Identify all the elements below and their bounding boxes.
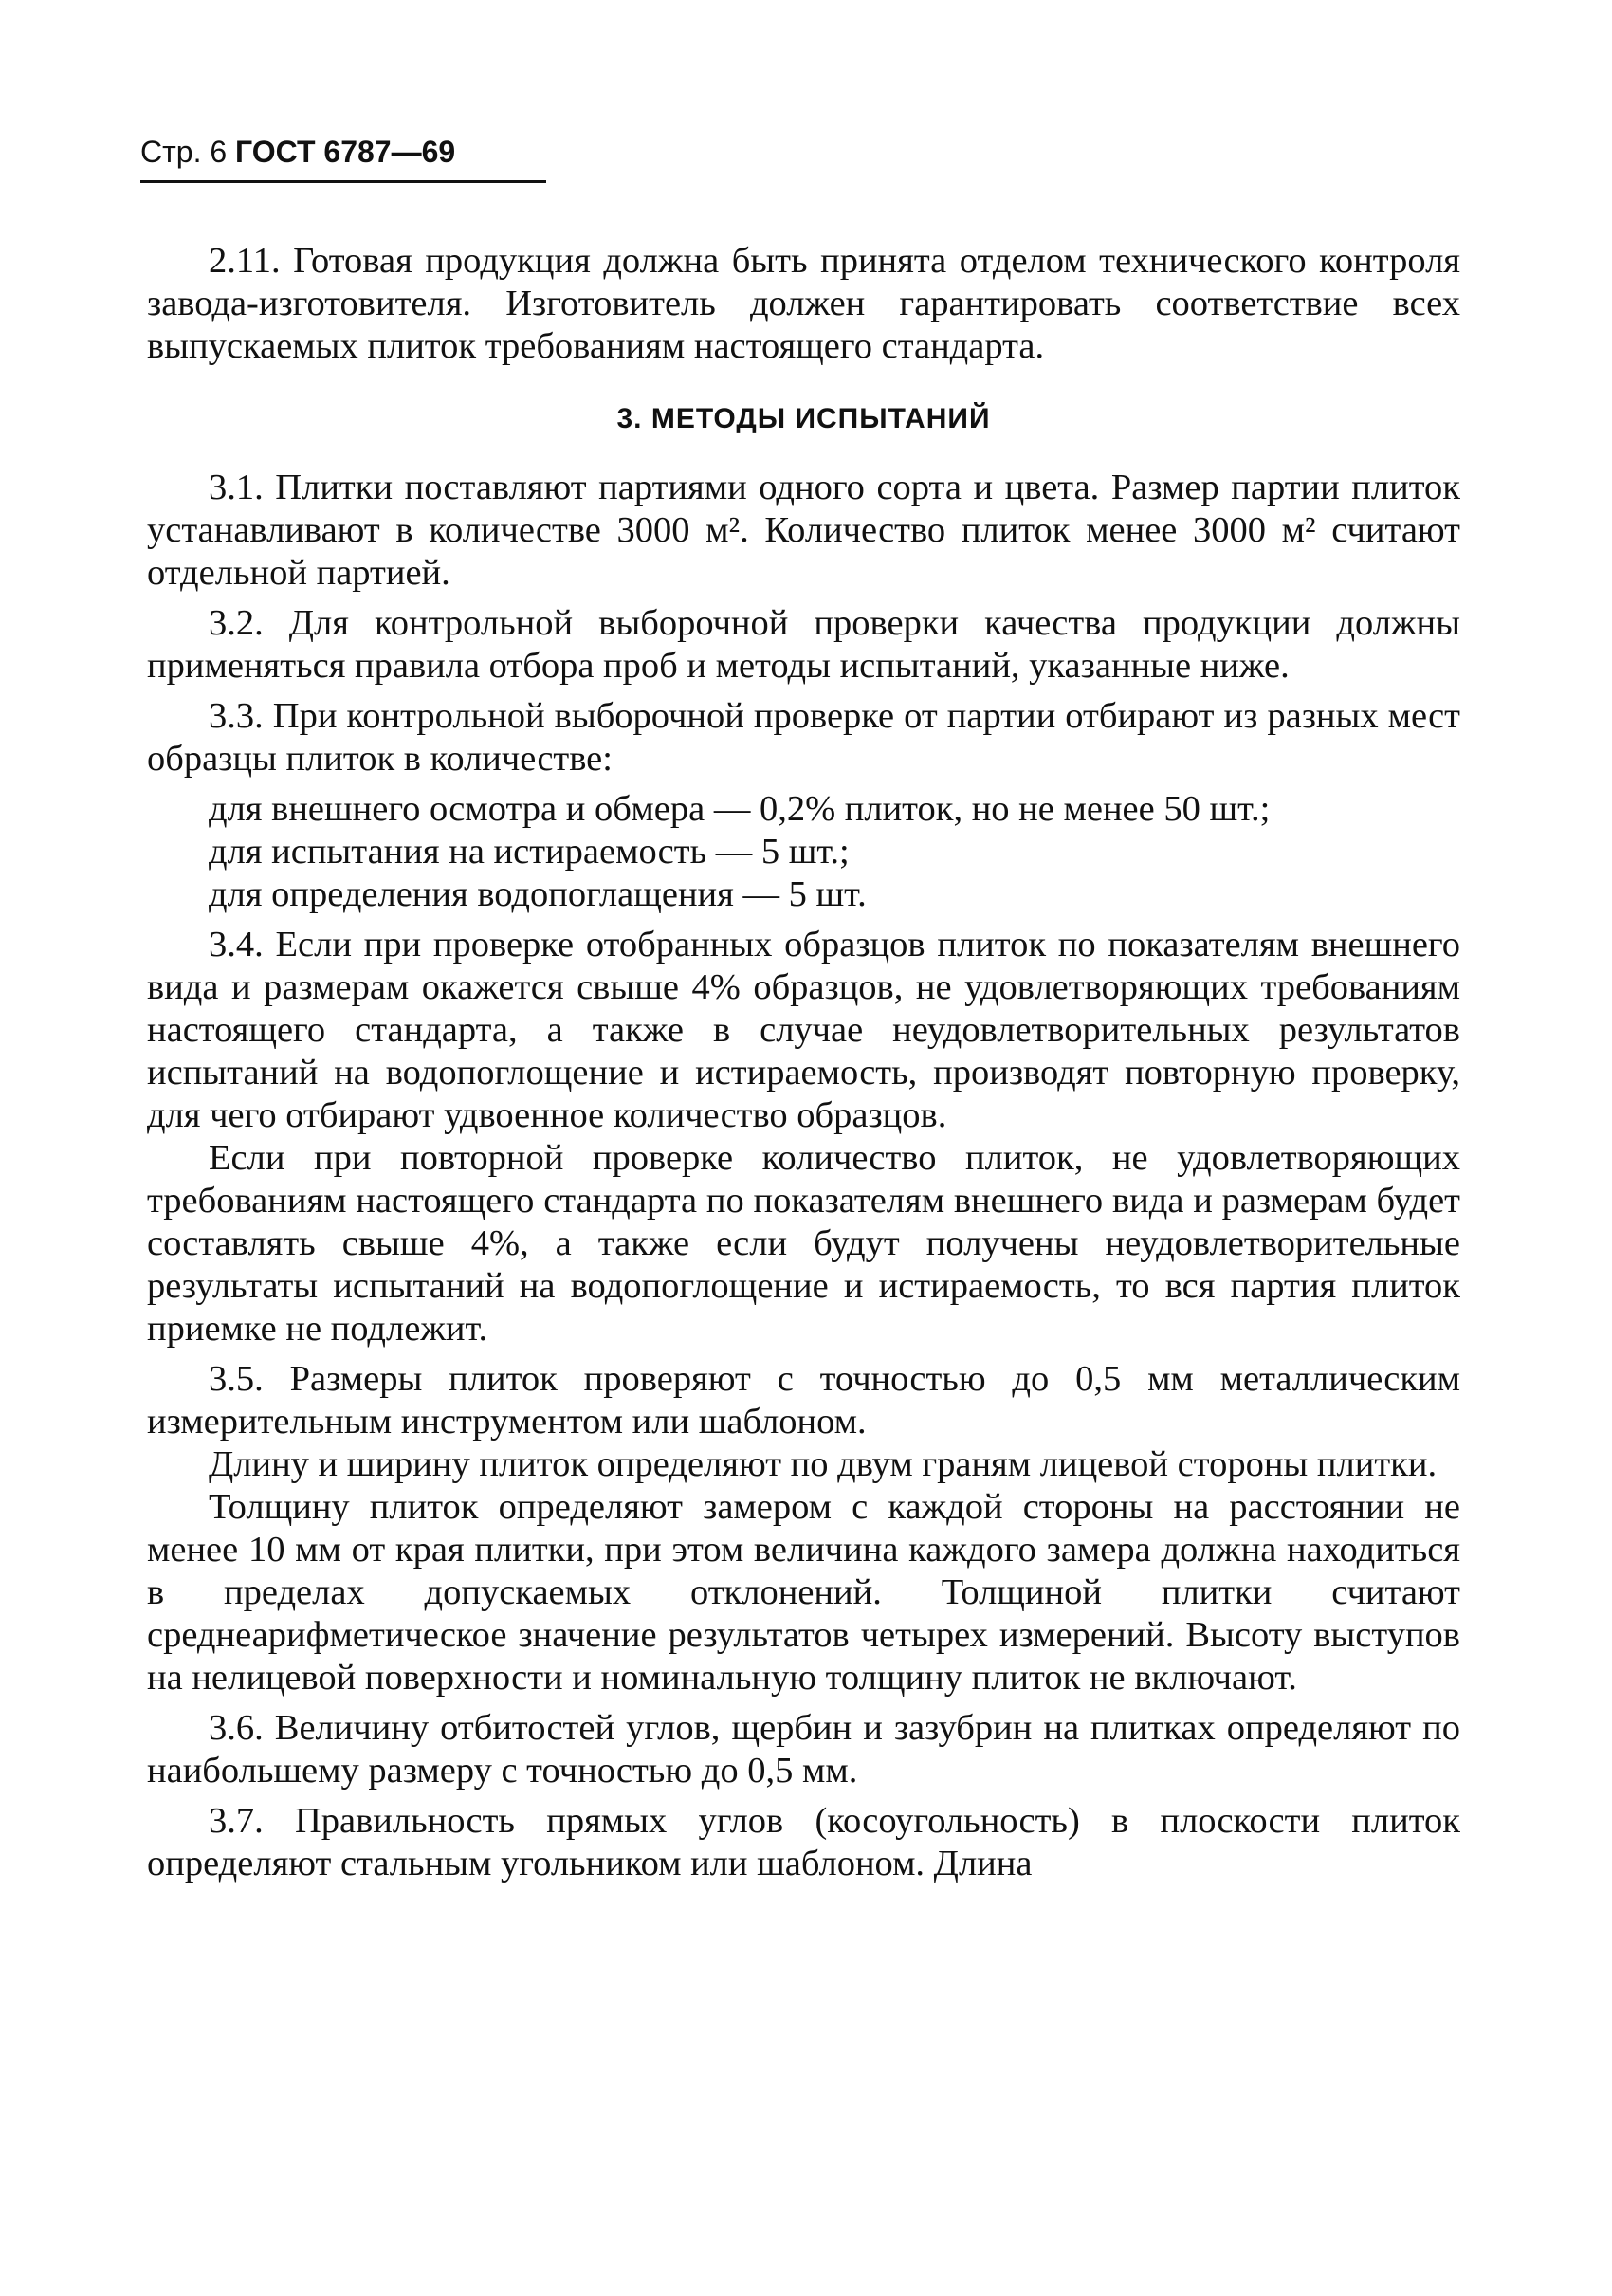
paragraph-3-7: 3.7. Правильность прямых углов (косоугольность) в плоскости плиток определяют стальным угольником или шаблоном. Длина bbox=[147, 1801, 1460, 1883]
standard-designation: ГОСТ 6787—69 bbox=[235, 135, 456, 169]
paragraph-3-2: 3.2. Для контрольной выборочной проверки качества продукции должны применяться правила отбора проб и методы испытаний, указанные ниже. bbox=[147, 603, 1460, 686]
list-item-abrasion: для испытания на истираемость — 5 шт.; bbox=[209, 832, 850, 872]
paragraph-3-5-thickness: Толщину плиток определяют замером с каждой стороны на расстоянии не менее 10 мм от края плитки, при этом величина каждого замера должна находиться в пределах допускаемых отклонений. Толщиной плитки считают среднеарифметическое значение результатов четырех измерений. Высоту выступов на нелицевой поверхности и номинальную толщину плиток не включают. bbox=[147, 1487, 1460, 1698]
paragraph-3-4: 3.4. Если при проверке отобранных образцов плиток по показателям внешнего вида и размерам окажется свыше 4% образцов, не удовлетворяющих требованиям настоящего стандарта, а также в случае неудовлетворительных результатов испытаний на водопоглощение и истираемость, производят повторную проверку, для чего отбирают удвоенное количество образцов. bbox=[147, 925, 1460, 1135]
page-number-label: Стр. 6 bbox=[140, 135, 228, 169]
section-title: 3. МЕТОДЫ ИСПЫТАНИЙ bbox=[616, 403, 991, 434]
header-rule bbox=[140, 180, 546, 183]
list-item-inspection: для внешнего осмотра и обмера — 0,2% плиток, но не менее 50 шт.; bbox=[209, 789, 1271, 829]
paragraph-3-4-continued: Если при повторной проверке количество плиток, не удовлетворяющих требованиям настоящего стандарта по показателям внешнего вида и размерам будет составлять свыше 4%, а также если будут получены неудовлетворительные результаты испытаний на водопоглощение и истираемость, то вся партия плиток приемке не подлежит. bbox=[147, 1138, 1460, 1349]
paragraph-3-6: 3.6. Величину отбитостей углов, щербин и зазубрин на плитках определяют по наибольшему размеру с точностью до 0,5 мм. bbox=[147, 1708, 1460, 1791]
paragraph-2-11: 2.11. Готовая продукция должна быть принята отделом технического контроля завода-изготовителя. Изготовитель должен гарантировать соответствие всех выпускаемых плиток требованиям настоящего стандарта. bbox=[147, 241, 1460, 366]
paragraph-3-3: 3.3. При контрольной выборочной проверке от партии отбирают из разных мест образцы плиток в количестве: bbox=[147, 696, 1460, 779]
paragraph-3-1: 3.1. Плитки поставляют партиями одного сорта и цвета. Размер партии плиток устанавливают в количестве 3000 м². Количество плиток менее 3000 м² считают отдельной партией. bbox=[147, 468, 1460, 593]
paragraph-3-5: 3.5. Размеры плиток проверяют с точностью до 0,5 мм металлическим измерительным инструментом или шаблоном. bbox=[147, 1359, 1460, 1442]
paragraph-3-5-length-width: Длину и ширину плиток определяют по двум граням лицевой стороны плитки. bbox=[209, 1444, 1438, 1484]
document-body bbox=[147, 240, 1460, 1885]
page-header bbox=[140, 133, 455, 171]
list-item-water-absorption: для определения водопоглащения — 5 шт. bbox=[209, 874, 867, 914]
